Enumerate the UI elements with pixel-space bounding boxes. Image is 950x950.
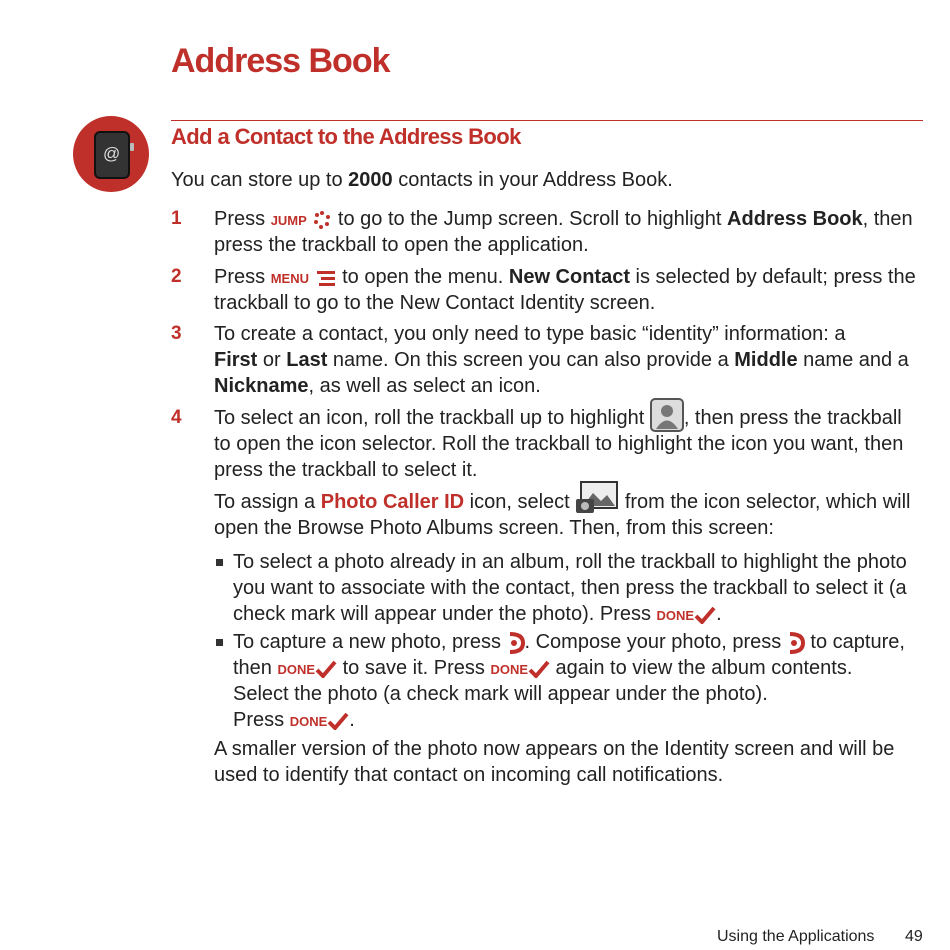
step-3-line-2: First or Last name. On this screen you can also provide a Middle name and a	[214, 349, 909, 371]
intro-text: You can store up to 2000 contacts in your Address Book.	[171, 169, 673, 191]
bullet-1-line-2: you want to associate with the contact, then press the trackball to select it (a	[233, 577, 907, 599]
closing-line-2: used to identify that contact on incoming call notifications.	[214, 764, 724, 786]
menu-icon	[315, 268, 337, 288]
step-number: 4	[171, 407, 182, 428]
step-1-line-2: press the trackball to open the application.	[214, 234, 589, 256]
step-number: 1	[171, 208, 182, 229]
camera-button-icon	[787, 632, 805, 654]
step-4-line-2: to open the icon selector. Roll the trackball to highlight the icon you want, then	[214, 433, 904, 455]
page-title: Address Book	[171, 42, 390, 80]
bullet-2-line-2: then DONE to save it. Press DONE again to view the album contents.	[233, 657, 853, 679]
step-4-line-3: press the trackball to select it.	[214, 459, 478, 481]
step-number: 3	[171, 323, 182, 344]
footer-section: Using the Applications	[717, 928, 875, 945]
bullet-1-line-1: To select a photo already in an album, roll the trackball to highlight the photo	[233, 551, 907, 573]
done-check-icon	[528, 660, 550, 678]
photo-caller-id-line-1: To assign a Photo Caller ID icon, select from the icon selector, which will	[214, 489, 911, 515]
done-check-icon	[327, 712, 349, 730]
contact-silhouette-icon	[650, 398, 684, 432]
step-3-line-3: Nickname, as well as select an icon.	[214, 375, 541, 397]
step-4-line-1: To select an icon, roll the trackball up to highlight , then press the trackball	[214, 405, 902, 432]
address-book-app-icon: @	[73, 116, 149, 192]
step-2-line-1: Press MENU to open the menu. New Contact is selected by default; press the	[214, 266, 916, 288]
done-check-icon	[694, 606, 716, 624]
page-number: 49	[905, 928, 923, 945]
jump-icon	[312, 210, 332, 230]
step-2-line-2: trackball to go to the New Contact Identity screen.	[214, 292, 656, 314]
closing-line-1: A smaller version of the photo now appears on the Identity screen and will be	[214, 738, 895, 760]
done-check-icon	[315, 660, 337, 678]
step-3-line-1: To create a contact, you only need to type basic “identity” information: a	[214, 323, 846, 345]
photo-icon	[575, 481, 619, 515]
camera-button-icon	[507, 632, 525, 654]
section-heading: Add a Contact to the Address Book	[171, 124, 521, 149]
bullet-2-line-3: Select the photo (a check mark will appear under the photo).	[233, 683, 768, 705]
step-number: 2	[171, 266, 182, 287]
bullet-2-line-4: Press DONE .	[233, 709, 355, 731]
photo-caller-id-line-2: open the Browse Photo Albums screen. Then, from this screen:	[214, 517, 774, 539]
step-1-line-1: Press JUMP to go to the Jump screen. Scroll to highlight Address Book, then	[214, 208, 913, 230]
bullet-1-line-3: check mark will appear under the photo). Press DONE .	[233, 603, 722, 625]
bullet-marker	[216, 559, 223, 566]
jump-key-label: JUMP	[270, 213, 307, 228]
bullet-2-line-1: To capture a new photo, press . Compose your photo, press to capture,	[233, 631, 905, 653]
section-divider	[171, 120, 923, 121]
menu-key-label: MENU	[270, 271, 309, 286]
bullet-marker	[216, 639, 223, 646]
